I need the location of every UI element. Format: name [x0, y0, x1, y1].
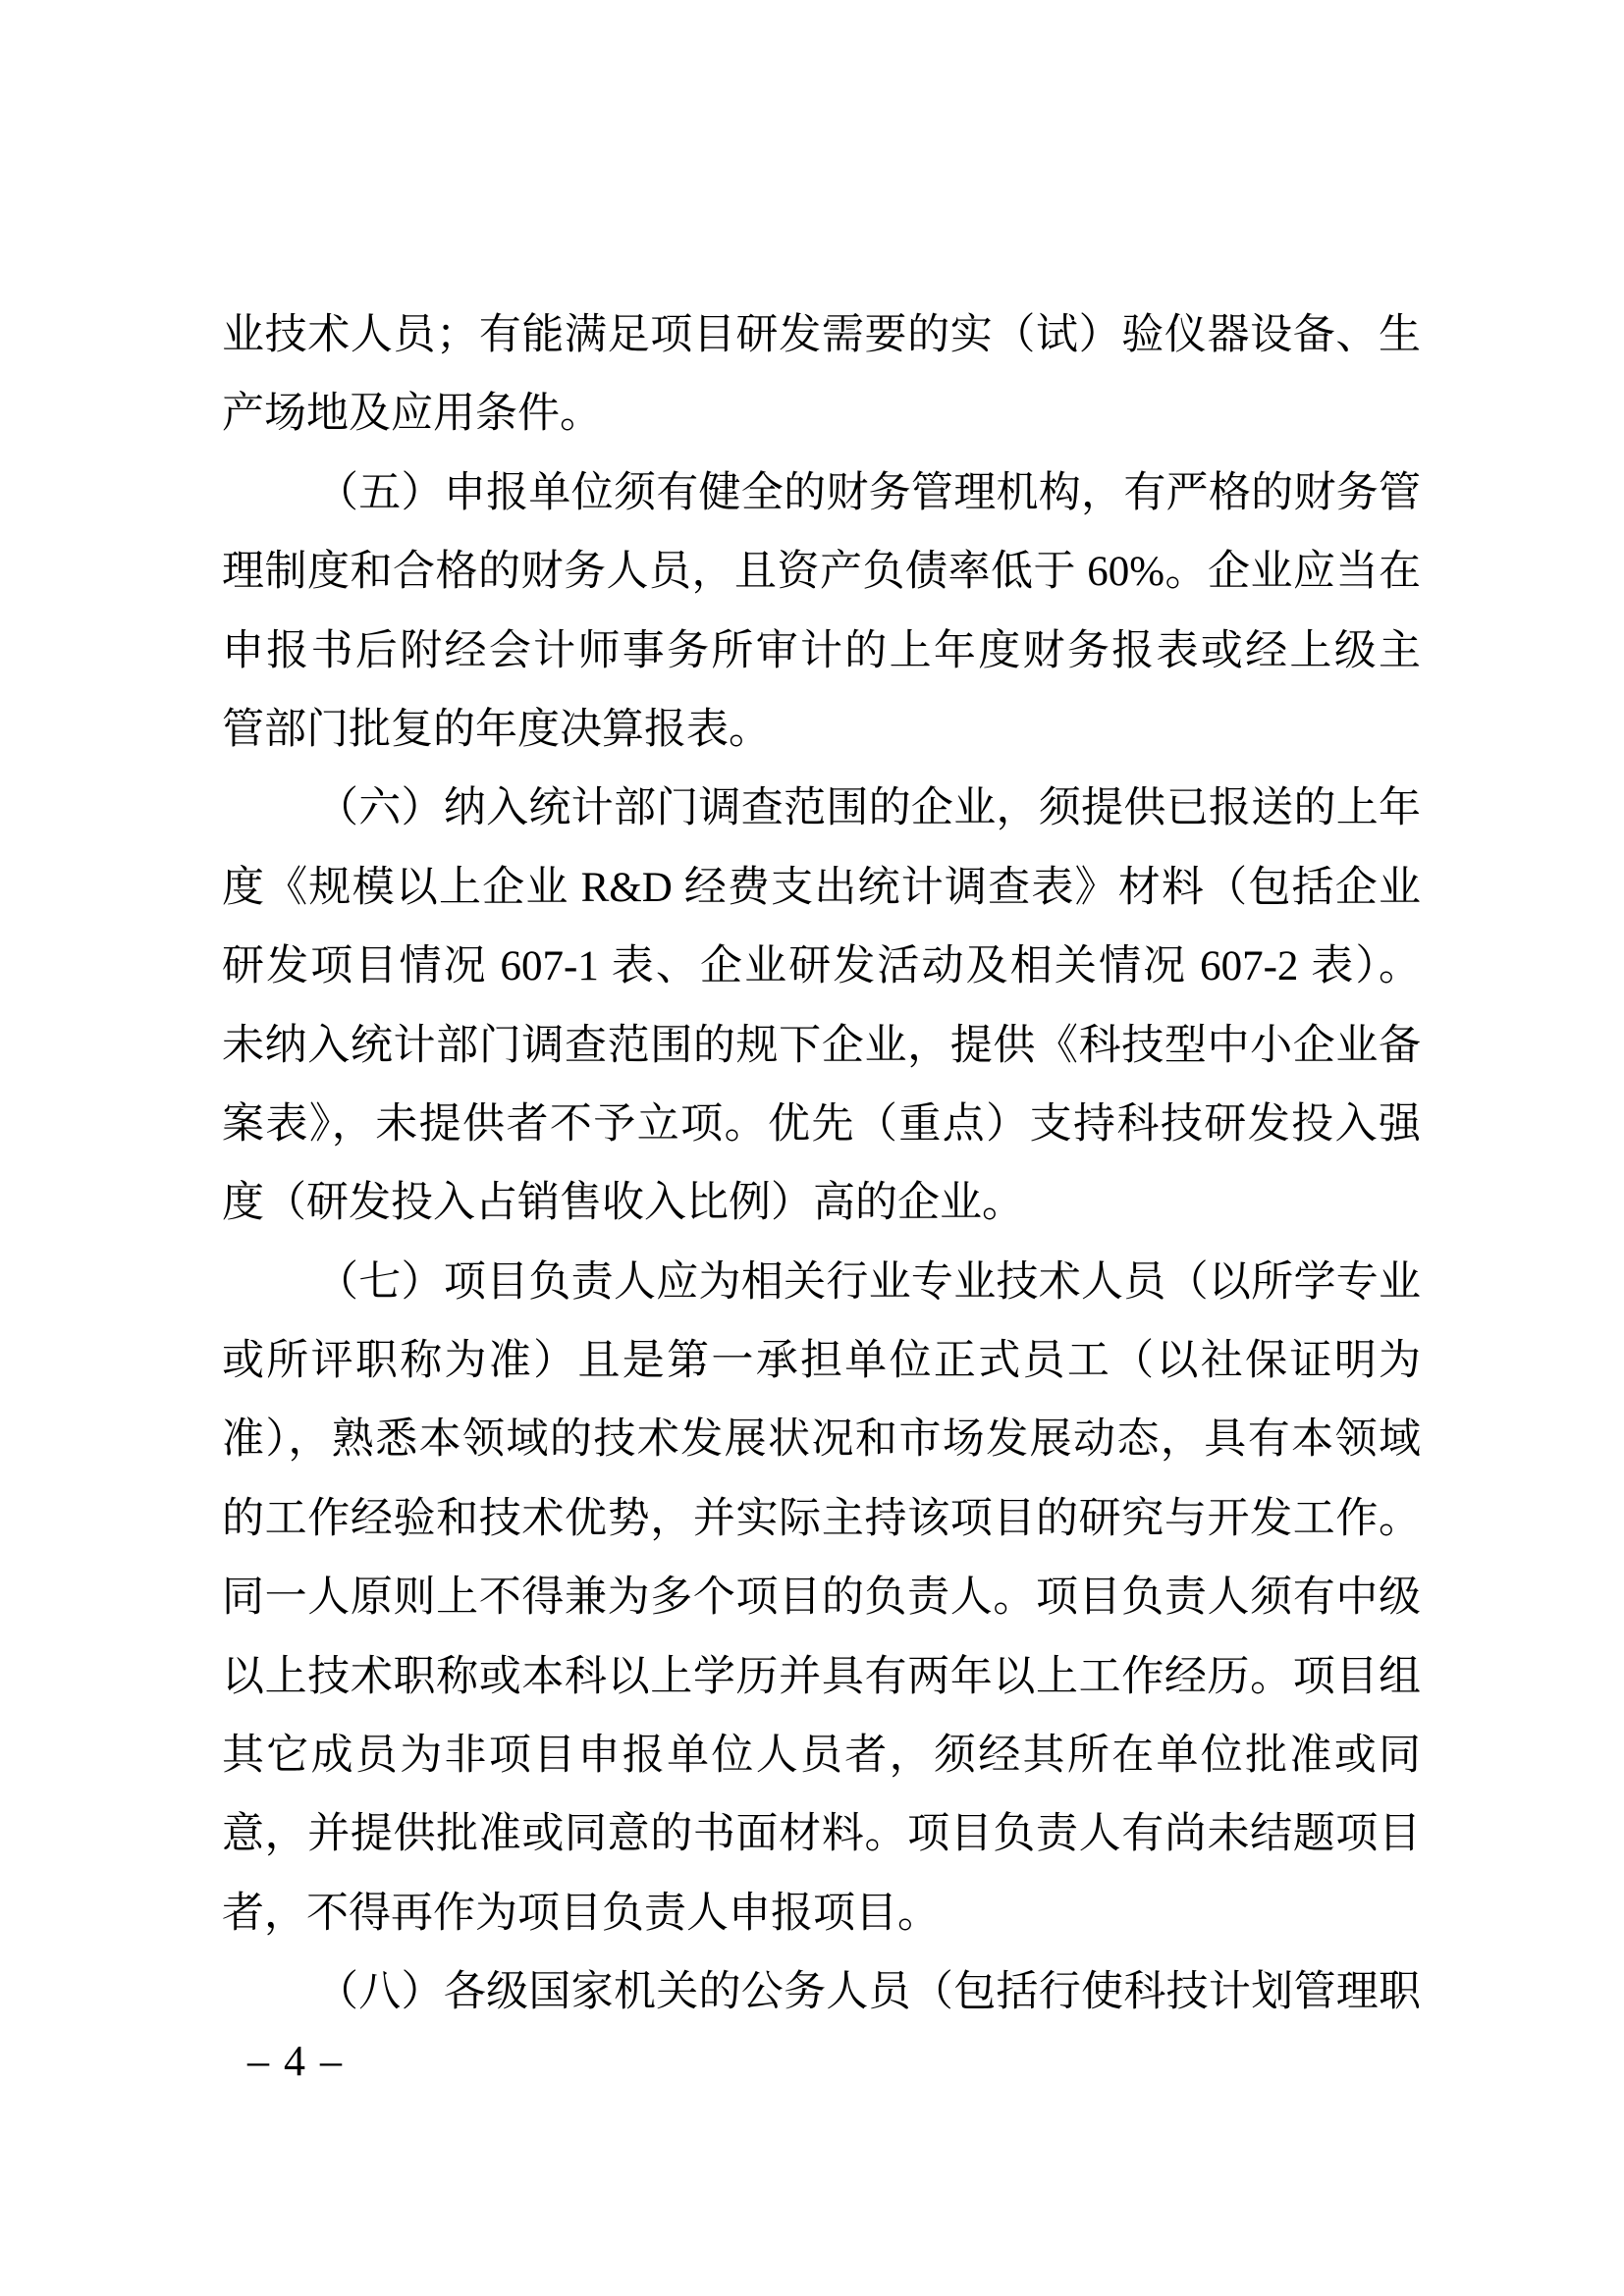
- body-line: （五）申报单位须有健全的财务管理机构，有严格的财务管: [316, 469, 1421, 516]
- body-line: 研发项目情况 607-1 表、企业研发活动及相关情况 607-2 表）。: [222, 943, 1421, 990]
- body-line: 度（研发投入占销售收入比例）高的企业。: [222, 1180, 1024, 1227]
- body-line: 管部门批复的年度决算报表。: [222, 706, 771, 753]
- body-line: 其它成员为非项目申报单位人员者，须经其所在单位批准或同: [222, 1733, 1421, 1780]
- body-line: （七）项目负责人应为相关行业专业技术人员（以所学专业: [316, 1258, 1421, 1306]
- body-line: 意，并提供批准或同意的书面材料。项目负责人有尚未结题项目: [222, 1811, 1421, 1858]
- body-line: 理制度和合格的财务人员，且资产负债率低于 60%。企业应当在: [222, 549, 1421, 596]
- body-line: 申报书后附经会计师事务所审计的上年度财务报表或经上级主: [222, 627, 1421, 674]
- body-line: 或所评职称为准）且是第一承担单位正式员工（以社保证明为: [222, 1338, 1421, 1385]
- document-body: [222, 296, 1421, 2033]
- body-line: （八）各级国家机关的公务人员（包括行使科技计划管理职: [316, 1969, 1421, 2016]
- body-line: 者，不得再作为项目负责人申报项目。: [222, 1890, 940, 1937]
- body-line: 准），熟悉本领域的技术发展状况和市场发展动态，具有本领域: [222, 1416, 1421, 1464]
- body-line: 以上技术职称或本科以上学历并具有两年以上工作经历。项目组: [222, 1653, 1421, 1700]
- body-line: 产场地及应用条件。: [222, 391, 602, 438]
- page-number: – 4 –: [247, 2037, 344, 2085]
- body-line: 案表》，未提供者不予立项。优先（重点）支持科技研发投入强: [222, 1100, 1421, 1148]
- body-line: 的工作经验和技术优势，并实际主持该项目的研究与开发工作。: [222, 1495, 1421, 1542]
- body-line: 未纳入统计部门调查范围的规下企业，提供《科技型中小企业备: [222, 1022, 1421, 1069]
- body-line: （六）纳入统计部门调查范围的企业，须提供已报送的上年: [316, 785, 1421, 832]
- body-line: 业技术人员；有能满足项目研发需要的实（试）验仪器设备、生: [222, 312, 1421, 358]
- body-line: 度《规模以上企业 R&D 经费支出统计调查表》材料（包括企业: [222, 864, 1421, 911]
- body-line: 同一人原则上不得兼为多个项目的负责人。项目负责人须有中级: [222, 1575, 1421, 1622]
